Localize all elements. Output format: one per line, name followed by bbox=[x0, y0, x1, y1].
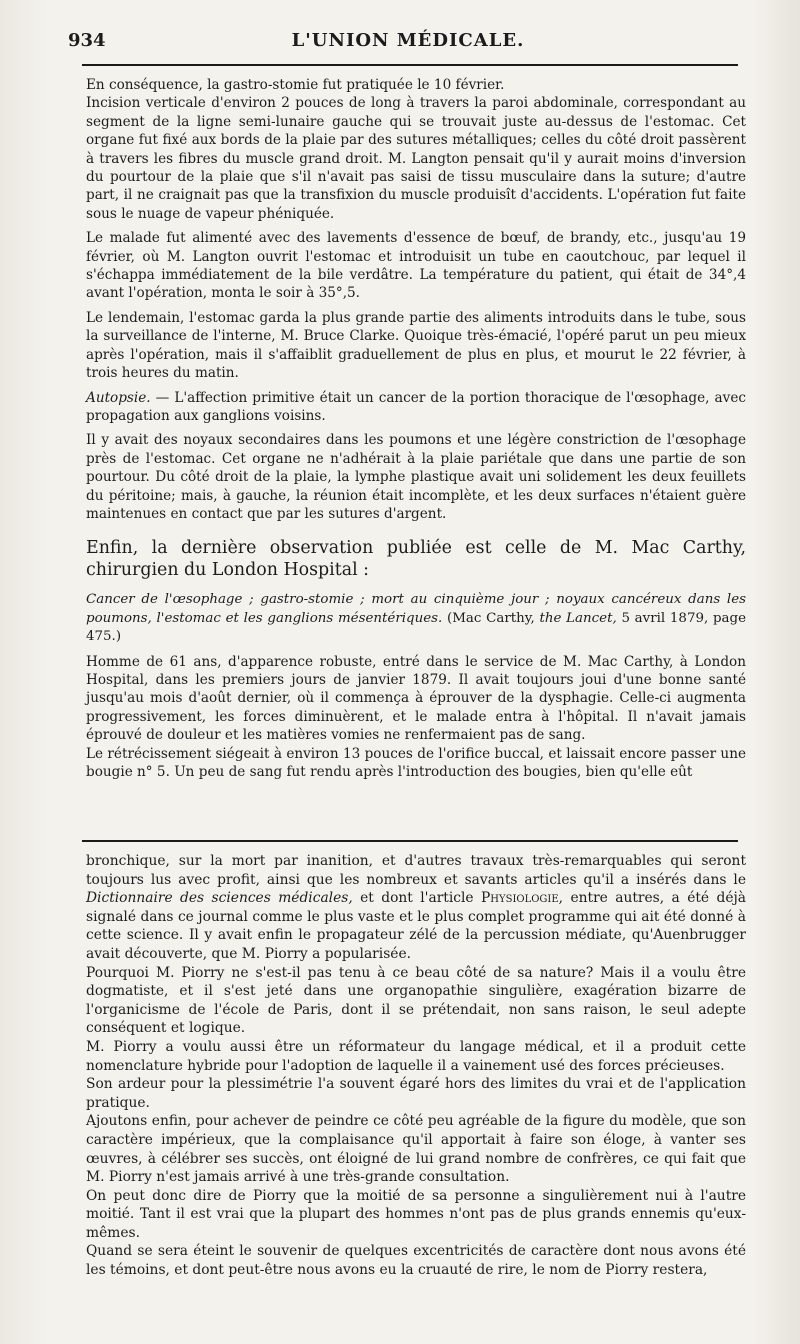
running-head: L'UNION MÉDICALE. bbox=[291, 30, 525, 51]
case-reference-journal: the Lancet, bbox=[539, 610, 617, 626]
text-run: et dont l'article bbox=[352, 890, 481, 907]
paragraph: Incision verticale d'environ 2 pouces de long à travers la paroi abdominale, correspondant au segment de la ligne semi-lunaire gauche qui se trouvait juste au-dessus de l'estomac. Cet organe fut fixé aux bords de la plaie par des sutures métalliques; celles du côté droit passèrent à travers les fibres du muscle grand droit. M. Langton pensait qu'il y aurait moins d'inversion du pourtour de la plaie que s'il n'avait pas saisi de tissu musculaire dans la suture; d'autre part, il ne craignait pas que la transfixion du muscle produisît d'accidents. L'opération fut faite sous le nuage de vapeur phéniquée. bbox=[86, 95, 746, 222]
feuilleton-body bbox=[86, 852, 746, 1280]
paragraph: Il y avait des noyaux secondaires dans les poumons et une légère constriction de l'œsophage près de l'estomac. Cet organe ne n'adhérait à la plaie pariétale que dans une partie de son pourtour. Du côté droit de la plaie, la lymphe plastique avait uni solidement les deux feuillets du péritoine; mais, à gauche, la réunion était incomplète, et les deux surfaces n'étaient guère maintenues en contact que par les sutures d'argent. bbox=[86, 432, 746, 522]
paragraph: Le malade fut alimenté avec des lavements d'essence de bœuf, de brandy, etc., jusqu'au 19 février, où M. Langton ouvrit l'estomac et introduisit un tube en caoutchouc, par lequel il s'échappa immédiatement de la bile verdâtre. La température du patient, qui était de 34°,4 avant l'opération, monta le soir à 35°,5. bbox=[86, 230, 746, 302]
autopsy-paragraph bbox=[86, 389, 746, 426]
case-title-text: Cancer de l'œsophage ; gastro-stomie ; mort au cinquième jour ; noyaux cancéreux dans les poumons, l'estomac et les ganglions mésentériques. bbox=[86, 592, 746, 626]
paragraph: Le rétrécissement siégeait à environ 13 pouces de l'orifice buccal, et laissait encore passer une bougie n° 5. Un peu de sang fut rendu après l'introduction des bougies, bien qu'elle eût bbox=[86, 745, 746, 780]
autopsy-text: — L'affection primitive était un cancer de la portion thoracique de l'œsophage, avec propagation aux ganglions voisins. bbox=[86, 389, 746, 424]
paragraph: On peut donc dire de Piorry que la moitié de sa personne a singulièrement nui à l'autre moitié. Tant il est vrai que la plupart des hommes n'ont pas de plus grands ennemis qu'eux-mêmes. bbox=[86, 1187, 746, 1241]
text-run: bronchique, sur la mort par inanition, et d'autres travaux très-remarquables qui seront toujours lus avec profit, ainsi que les nombreux et savants articles qu'il a insérés dans le bbox=[86, 853, 746, 888]
paragraph: M. Piorry a voulu aussi être un réformateur du langage médical, et il a produit cette nomenclature hybride pour l'adoption de laquelle il a vainement usé des forces précieuses. bbox=[86, 1038, 746, 1074]
page-header bbox=[68, 30, 748, 60]
paragraph: Son ardeur pour la plessimétrie l'a souvent égaré hors des limites du vrai et de l'application pratique. bbox=[86, 1076, 746, 1111]
text-run-italic: Dictionnaire des sciences médicales, bbox=[86, 890, 353, 907]
feuilleton-rule bbox=[82, 840, 738, 842]
header-rule bbox=[82, 64, 738, 66]
paragraph bbox=[86, 852, 746, 964]
case-reference: (Mac Carthy, bbox=[442, 610, 540, 626]
paragraph: Quand se sera éteint le souvenir de quelques excentricités de caractère dont nous avons été les témoins, et dont peut-être nous avons eu la cruauté de rire, le nom de Piorry restera, bbox=[86, 1243, 746, 1279]
case-reference-page: 5 avril 1879, page 475.) bbox=[86, 610, 747, 645]
paragraph: Homme de 61 ans, d'apparence robuste, entré dans le service de M. Mac Carthy, à London Hospital, dans les premiers jours de janvier 1879. Il avait toujours joui d'une bonne santé jusqu'au mois d'août dernier, où il commença à éprouver de la dysphagie. Celle-ci augmenta progressivement, les forces diminuèrent, et le malade entra à l'hôpital. Il n'avait jamais éprouvé de douleur et les matières vomies ne renfermaient pas de sang. bbox=[86, 653, 746, 744]
section-heading: Enfin, la dernière observation publiée est celle de M. Mac Carthy, chirurgien du London Hospital : bbox=[86, 538, 746, 581]
paragraph: Le lendemain, l'estomac garda la plus grande partie des aliments introduits dans le tube, sous la surveillance de l'interne, M. Bruce Clarke. Quoique très-émacié, l'opéré parut un peu mieux après l'opération, mais il s'affaiblit graduellement de plus en plus, et mourut le 22 février, à trois heures du matin. bbox=[86, 309, 746, 382]
text-run: , entre autres, a été déjà signalé dans ce journal comme le plus vaste et le plus complet programme qui ait été donné à cette science. Il y avait enfin le propagateur zélé de la percussion médiate, qu'Auenbrugger avait découverte, que M. Piorry a popularisée. bbox=[86, 890, 747, 962]
article-body bbox=[86, 76, 746, 781]
autopsy-label: Autopsie. bbox=[86, 389, 151, 406]
case-title bbox=[86, 591, 746, 646]
text-run-smallcaps: Physiologie bbox=[480, 890, 559, 907]
paragraph: Pourquoi M. Piorry ne s'est-il pas tenu à ce beau côté de sa nature? Mais il a voulu être dogmatiste, et il s'est jeté dans une organopathie singulière, exagération bizarre de l'organicisme de l'école de Paris, dont il se prétendait, non sans raison, le seul adepte conséquent et logique. bbox=[86, 964, 746, 1037]
paragraph: En conséquence, la gastro-stomie fut pratiquée le 10 février. bbox=[86, 77, 505, 93]
page-number: 934 bbox=[68, 30, 106, 51]
paragraph: Ajoutons enfin, pour achever de peindre ce côté peu agréable de la figure du modèle, que son caractère impérieux, que la complaisance qu'il apportait à faire son éloge, à vanter ses œuvres, à célébrer ses succès, ont éloigné de lui grand nombre de confrères, ce qui fait que M. Piorry n'est jamais arrivé à une très-grande consultation. bbox=[86, 1113, 746, 1186]
